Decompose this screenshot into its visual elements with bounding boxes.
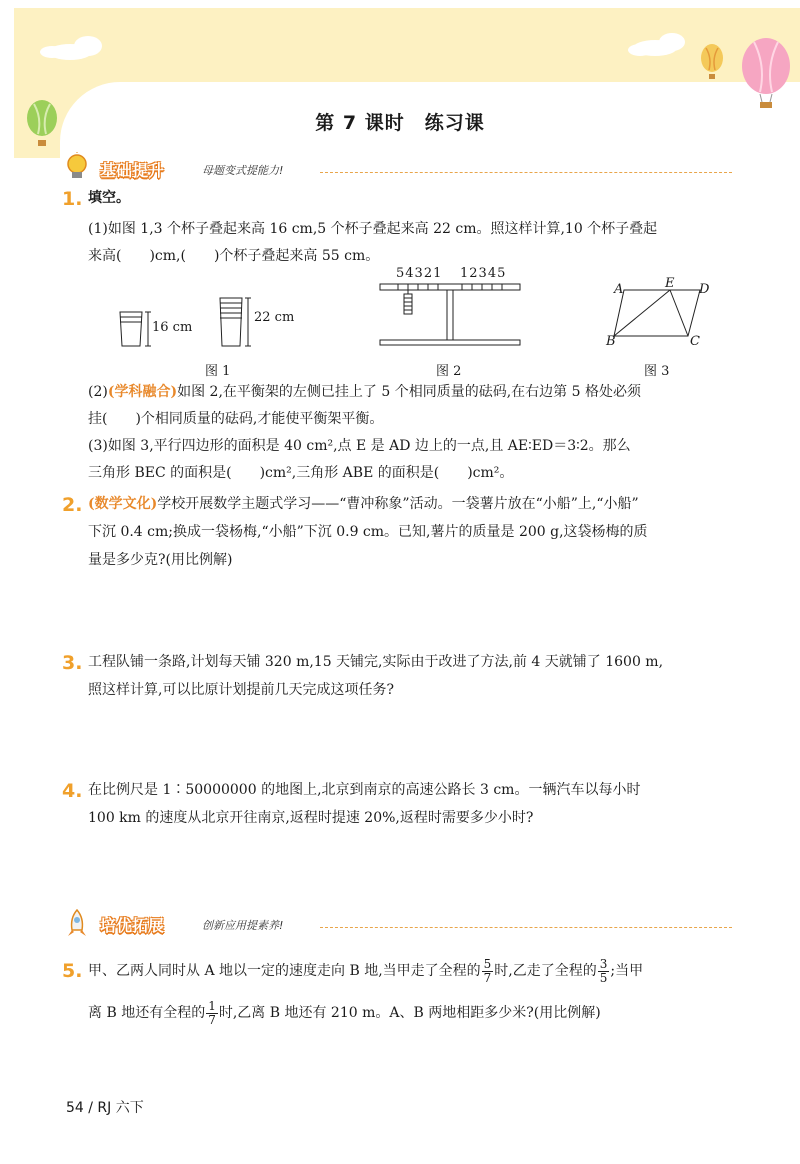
q1-p3-line1: (3)如图 3,平行四边形的面积是 40 cm²,点 E 是 AD 边上的一点,且 AE∶ED＝3∶2。那么	[88, 438, 631, 454]
figure-3-caption: 图 3	[644, 364, 670, 379]
fraction: $\frac{1}{7}$	[208, 998, 216, 1027]
fraction: $\frac{3}{5}$	[599, 956, 608, 985]
question-number: 2.	[62, 494, 83, 516]
figure-1-label-b: 22 cm	[254, 310, 295, 325]
q1-p2-line1: (2)(学科融合)如图 2,在平衡架的左侧已挂上了 5 个相同质量的砝码,在右边第 5 格处必须	[88, 384, 641, 400]
page-footer: 54 / RJ 六下	[66, 1100, 144, 1116]
header-decorations	[0, 0, 800, 160]
subject-tag: (学科融合)	[107, 384, 178, 400]
fraction: $\frac{5}{7}$	[483, 956, 492, 985]
q1-p2-line2: 挂( )个相同质量的砝码,才能使平衡架平衡。	[88, 411, 384, 427]
hot-air-balloon-icon	[742, 38, 790, 108]
q3-line1: 工程队铺一条路,计划每天铺 320 m,15 天铺完,实际由于改进了方法,前 4 天就铺了 1600 m,	[88, 654, 664, 670]
q1-p1-line1: (1)如图 1,3 个杯子叠起来高 16 cm,5 个杯子叠起来高 22 cm。照这样计算,10 个杯子叠起	[88, 221, 658, 237]
section-subtitle-advanced: 创新应用提素养!	[202, 919, 284, 932]
section-badge-basic: 基础提升	[100, 161, 165, 180]
figure-2-left-scale: 54321	[396, 266, 443, 281]
question-number: 4.	[62, 780, 83, 802]
cloud-icon	[628, 33, 685, 56]
figure-2-caption: 图 2	[436, 364, 462, 379]
section-divider	[320, 927, 732, 928]
q1-p1-line2: 来高( )cm,( )个杯子叠起来高 55 cm。	[88, 248, 380, 264]
section-badge-advanced: 培优拓展	[100, 916, 165, 935]
figure-2-balance	[376, 282, 526, 348]
section-subtitle-basic: 母题变式提能力!	[202, 164, 284, 177]
q3-line2: 照这样计算,可以比原计划提前几天完成这项任务?	[88, 682, 394, 698]
question-number: 5.	[62, 960, 83, 982]
page-title: 第 7 课时 练习课	[315, 112, 485, 134]
q2-line3: 量是多少克?(用比例解)	[88, 552, 233, 568]
lightbulb-icon	[62, 152, 92, 182]
rocket-icon	[62, 908, 92, 938]
figure-2-right-scale: 12345	[460, 266, 507, 281]
section-divider	[320, 172, 732, 173]
point-c-label: C	[690, 334, 700, 349]
q2-line2: 下沉 0.4 cm;换成一袋杨梅,“小船”下沉 0.9 cm。已知,薯片的质量是 200 g,这袋杨梅的质	[88, 524, 648, 540]
q4-line1: 在比例尺是 1∶50000000 的地图上,北京到南京的高速公路长 3 cm。一辆汽车以每小时	[88, 782, 641, 798]
point-b-label: B	[606, 334, 616, 349]
q4-line2: 100 km 的速度从北京开往南京,返程时提速 20%,返程时需要多少小时?	[88, 810, 534, 826]
point-e-label: E	[665, 276, 675, 291]
figure-1-caption: 图 1	[205, 364, 231, 379]
q1-p3-line2: 三角形 BEC 的面积是( )cm²,三角形 ABE 的面积是( )cm²。	[88, 465, 514, 481]
question-number: 3.	[62, 652, 83, 674]
subject-tag: (数学文化)	[88, 496, 158, 512]
cloud-icon	[40, 36, 102, 60]
q5-line2: 离 B 地还有全程的 $\frac{1}{7}$ 时,乙离 B 地还有 210 m。A、B 两地相距多少米?(用比例解)	[88, 998, 601, 1027]
q5-line1: 甲、乙两人同时从 A 地以一定的速度走向 B 地,当甲走了全程的 $\frac{5}{7}$ 时,乙走了全程的 $\frac{3}{5}$ ;当甲	[88, 956, 644, 985]
point-a-label: A	[614, 282, 624, 297]
q2-line1: (数学文化)学校开展数学主题式学习——“曹冲称象”活动。一袋薯片放在“小船”上,“小船”	[88, 496, 639, 512]
figure-1-label-a: 16 cm	[152, 320, 193, 335]
question-number: 1.	[62, 188, 83, 210]
question-title: 填空。	[88, 190, 130, 206]
point-d-label: D	[699, 282, 710, 297]
hot-air-balloon-icon	[701, 44, 723, 79]
